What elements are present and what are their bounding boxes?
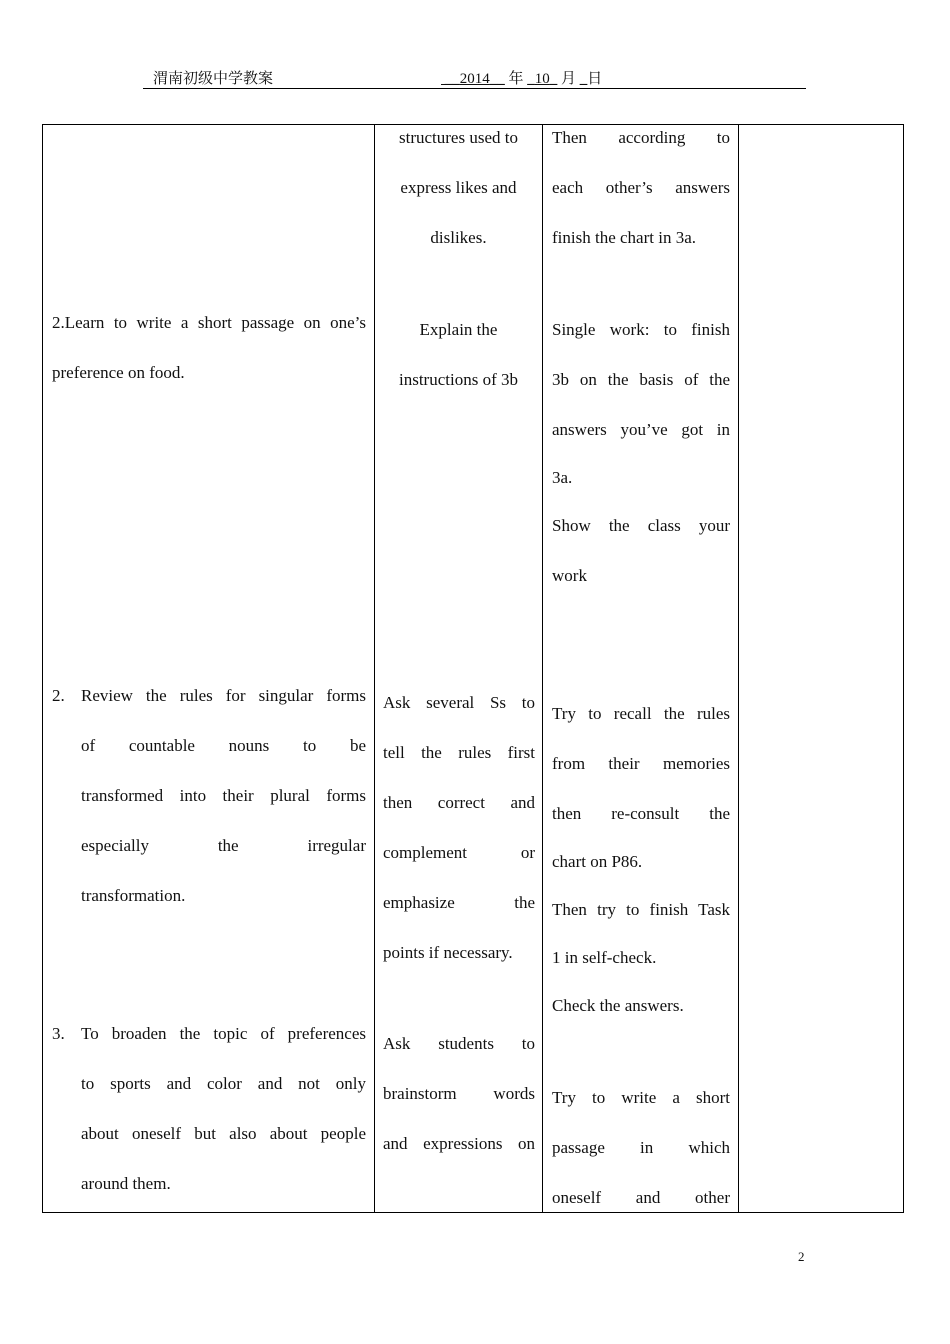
school-name: 渭南初级中学教案	[153, 71, 274, 87]
column-divider	[738, 125, 739, 1212]
student-activity-r1: Then according to each other’s answers finish the chart in 3a.	[552, 128, 730, 247]
column-divider	[542, 125, 543, 1212]
goal-r3: Review the rules for singular forms of countable nouns to be transformed into their plural forms especially the irregular transformation.	[81, 686, 366, 905]
student-activity-r2: Single work: to finish 3b on the basis of the answers you’ve got in 3a. Show the class your work	[552, 320, 730, 585]
goal-r4: To broaden the topic of preferences to sports and color and not only about oneself but also about people around them.	[81, 1024, 366, 1193]
student-activity-r3: Try to recall the rules from their memories then re-consult the chart on P86. Then try to finish Task 1 in self-check. Check the answers.	[552, 704, 730, 1015]
teacher-activity-r1: structures used to express likes and dislikes.	[399, 128, 518, 247]
teacher-activity-r2: Explain the instructions of 3b	[399, 320, 518, 389]
goal-r2: 2.Learn to write a short passage on one’s preference on food.	[52, 313, 366, 382]
teacher-activity-r3: Ask several Ss to tell the rules first then correct and complement or emphasize the points if necessary.	[383, 693, 535, 962]
lesson-plan-table	[42, 124, 904, 1213]
teacher-activity-r4: Ask students to brainstorm words and expressions on	[383, 1034, 535, 1153]
page-header	[143, 66, 806, 89]
goal-number-r4: 3.	[52, 1024, 65, 1043]
page-number: 2	[798, 1249, 805, 1264]
goal-number-r3: 2.	[52, 686, 65, 705]
column-divider	[374, 125, 375, 1212]
header-date: __2014__ 年 _10_ 月 _日	[441, 71, 603, 87]
student-activity-r4: Try to write a short passage in which oneself and other	[552, 1088, 730, 1207]
